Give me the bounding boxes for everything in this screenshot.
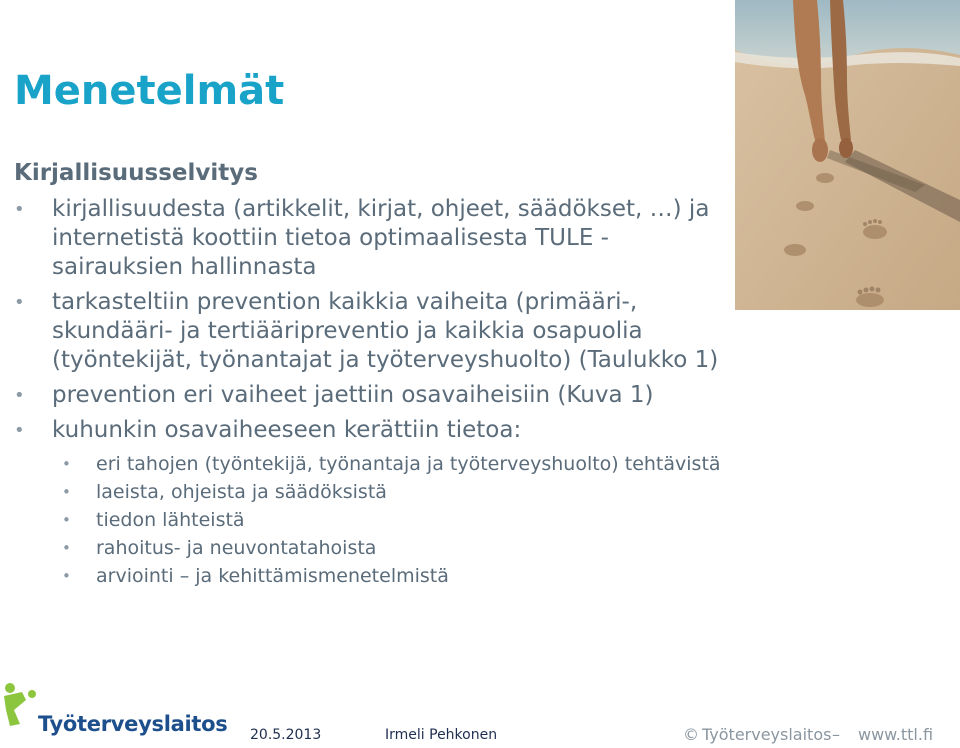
footer-author: Irmeli Pehkonen bbox=[385, 727, 498, 743]
copyright-icon: © bbox=[683, 725, 699, 744]
bullet-item: • prevention eri vaiheet jaettiin osavaiheisiin (Kuva 1) bbox=[14, 381, 724, 410]
footer-url[interactable]: www.ttl.fi bbox=[858, 725, 934, 744]
bullet-item: • tarkasteltiin prevention kaikkia vaiheita (primääri-, skundääri- ja tertiääripreventio ja kaikkia osapuolia (työntekijät, työnantajat ja työterveyshuolto) (Taulukko 1) bbox=[14, 288, 724, 375]
bullet-list bbox=[14, 195, 724, 593]
sub-bullet-item: • rahoitus- ja neuvontatahoista bbox=[14, 537, 724, 560]
sub-bullet-item: • eri tahojen (työntekijä, työnantaja ja työterveyshuolto) tehtävistä bbox=[14, 453, 724, 476]
sub-bullet-item: • laeista, ohjeista ja säädöksistä bbox=[14, 481, 724, 504]
footer-separator: – bbox=[832, 725, 840, 744]
footer-organization: Työterveyslaitos bbox=[702, 725, 832, 744]
beach-footprints-photo bbox=[735, 0, 960, 310]
footer-date: 20.5.2013 bbox=[250, 727, 322, 743]
sub-bullet-item: • arviointi – ja kehittämismenetelmistä bbox=[14, 565, 724, 588]
footer bbox=[0, 680, 960, 748]
sub-bullet-item: • tiedon lähteistä bbox=[14, 509, 724, 532]
section-heading: Kirjallisuusselvitys bbox=[14, 160, 258, 186]
logo-text: Työterveyslaitos bbox=[38, 712, 228, 736]
ttl-logo-icon bbox=[0, 680, 40, 740]
bullet-item: • kuhunkin osavaiheeseen kerättiin tietoa: bbox=[14, 416, 724, 445]
bullet-item: • kirjallisuudesta (artikkelit, kirjat, ohjeet, säädökset, …) ja internetistä koottiin tietoa optimaalisesta TULE -sairauksien hallinnasta bbox=[14, 195, 724, 282]
slide-title: Menetelmät bbox=[14, 68, 285, 114]
